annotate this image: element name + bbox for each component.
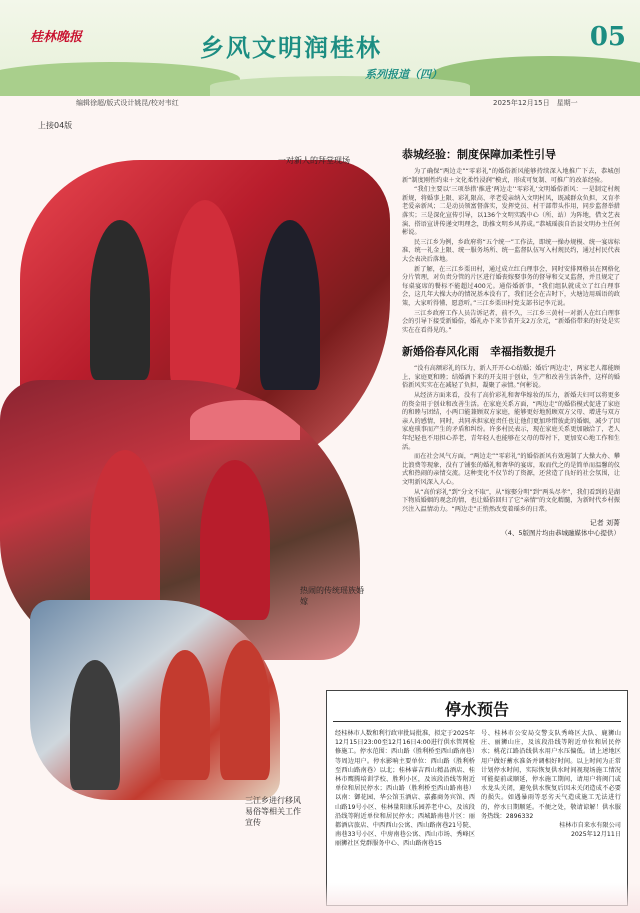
figure-shape xyxy=(200,460,270,620)
notice-left-column xyxy=(335,729,475,849)
editor-credits: 编辑徐超/版式设计姚昆/校对韦红 xyxy=(76,99,179,107)
section-heading-1: 恭城经验：制度保障加柔性引导 xyxy=(402,148,556,161)
article-paragraph: “没有高额彩礼的压力，新人开开心心结婚；婚后‘两边走’，两家老人都能顾上，家庭更和睦；结婚酒下来的开支用于创业，生产和改善生活条件，这样的婚俗新风实实在在减轻了负担，凝聚了亲情。”何彬说。 xyxy=(402,365,620,390)
newspaper-logo: 桂林晚报 xyxy=(30,30,83,45)
caption-yao-wedding: 热闹的传统瑶族婚嫁 xyxy=(300,586,364,606)
article-paragraph: 从“高价彩礼”到“分文不取”，从“嫁娶分明”到“两头尽孝”，我们看到的是湖下物质婚姻的观念的情，也让婚俗回归了它“亲情”的文化精髓，为新时代乡村振兴注入温情动力。“两边走”正悄然改变着瑶乡的日常。 xyxy=(402,488,620,513)
banner-hill xyxy=(0,62,240,96)
continued-tag: 上接04版 xyxy=(38,121,73,130)
article-paragraph: “我们主要以‘三项举措’推进‘两边走’‘零彩礼’文明婚俗新风：一是制定村规新规，将婚事上限、彩礼限高、孝老爱亲纳入文明村风，既减群众负担，又育孝老爱亲新风；二是动员领富督落实，发挥党员、村干部带头作用，同步监督举措落实；三是深化宣传引导，以136个文明实践中心（所、站）为阵地，借文艺表演、搭语宣讲传递文明理念，助推文明乡风养成。”恭城瑶族自治县文明办主任何彬说。 xyxy=(402,186,620,237)
meta-bar xyxy=(0,96,640,110)
figure-shape xyxy=(90,450,160,620)
article-paragraph: 为了确保“两边走”“零彩礼”的婚俗新风能够持续深入地推广下去，恭城创新“制度刚性约束＋文化柔性浸润”模式，形成可复制、可推广的改革经验。 xyxy=(402,168,620,184)
notice-divider xyxy=(333,721,621,722)
umbrella-shape xyxy=(190,400,300,440)
article-paragraph: 而在社会风气方面，“两边走”“零彩礼”的婚俗新风有效遏制了大操大办、攀比浪费等现象，没有了铺张的婚礼和奢华的宴席，取而代之的是简单而温馨的仪式和热闹的亲情交流。这种变化不仅节约了资源，还营造了良好的社会氛围，让文明新风深入人心。 xyxy=(402,453,620,486)
water-outage-notice xyxy=(326,690,628,906)
page-number: 05 xyxy=(589,22,626,52)
notice-text: 经桂林市人数和利行政审批局批准，拟定于2025年12月15日23:00至12月16日4:00进行供水管网检修施工。停水范围：西山路（胜利桥至西山路南巷）等周边用户。停水影响主要单位：西山路（胜利桥至西山路南巷）以北；桂林睿吉西山精品酒店、桂林市鹰腾培训学校、胜利小区，及该段沿线等附近单位和居民停水；西山路（胜利桥至西山路南巷）以南：御花园、华公馆玉酒店、嘉鑫商务宾馆、西山路19号小区、桂林量阳康乐园养老中心，及该段沿线等附近单位和居民停水；西城路南巷片区：丽都酒店旅店、中西西山公寓、西山路南巷21号院、南巷33号小区、中房南巷公寓、西山市场、秀峰区丽狮社区党群服务中心、西山路南巷15 xyxy=(335,730,475,848)
page-banner xyxy=(0,0,640,96)
reporter-byline: 记者 刘菁 xyxy=(589,519,620,528)
photo-credit: （4、5版图片均由恭城融媒体中心提供） xyxy=(501,529,620,538)
section-heading-2: 新婚俗春风化雨 幸福指数提升 xyxy=(402,345,556,359)
notice-title: 停水预告 xyxy=(444,700,509,719)
figure-shape xyxy=(70,660,120,790)
article-paragraph: 三江乡政府工作人员告诉记者，前不久，三江乡三黄村一对新人在红白理事会的引导下接受新婚俗，婚礼办下来节省开支2万余元，“新婚俗带来的好处是实实在在看得见的。” xyxy=(402,309,620,334)
notice-date: 2025年12月11日 xyxy=(570,831,621,839)
article-paragraph: 从经济方面来看，没有了高价彩礼和奢华嫁妆的压力，新婚夫妇可以将更多的资金用于创业和改善生活。在家庭关系方面，“两边走”的婚俗模式促进了家庭的和睦与团结，小两口能兼顾双方家庭，能够更好地照顾双方父母、增进与双方亲人的感情，同时，共同承担家庭责任也让他们更加珍惜彼此的婚姻，减少了因家庭琐事而产生的矛盾和纠纷。许多村民表示，现在家庭关系更加融洽了，老人年纪轻也不用担心养老，青年轻人也能够在父母的帮衬下，更加安心地工作和生活。 xyxy=(402,392,620,451)
notice-text: 号、桂林市公安局交警支队秀峰区大队、鹿狮山庄、丽狮山庄，及该段沿线等附近单位和居民停水；桃花江路沿线供水用户水压偏低。请上述地区用户做好蓄水准备并调相好时间。以上时间为正常计划停水时间，实际恢复供水时间视现场施工情况可能提前或顺延，停水施工期间，请用户将阀门或水龙头关闭，避免供水恢复后因未关闭造成不必要的损失。如遇暴雨等恶劣天气造成施工无法进行的，停水日期顺延。不便之处，敬请谅解！供水服务热线：2896332 xyxy=(481,730,621,820)
figure-shape xyxy=(90,220,150,380)
page-footer-accent xyxy=(0,883,640,913)
figure-shape xyxy=(260,220,320,390)
article-paragraph: 新了解，在三江乡栗田村，通过成立红白理事会，同时安排网格员在网格化分片管理，对负责分管的片区进行婚丧嫁娶事务的督导和交叉监督，并且规定了每桌宴席的餐标不能超过400元。通俗婚新事，“我们组队就成立了红白理事会，这几年大操大办的情况基本没有了，我们还会在吉时下，火塘边用瑶语的政策，大家听得懂、愿意听。”三江乡栗田村党支部书记李元说。 xyxy=(402,265,620,307)
caption-publicity: 三江乡进行移风易俗等相关工作宣传 xyxy=(245,796,301,827)
caption-ceremony: 一对新人的拜堂现场 xyxy=(278,156,350,165)
page-title: 乡风文明润桂林 xyxy=(200,33,382,62)
notice-right-column xyxy=(481,729,621,839)
series-subtitle: 系列报道（四） xyxy=(365,68,442,81)
notice-signature: 桂林市自来水有限公司 xyxy=(559,822,621,830)
figure-shape xyxy=(220,640,270,780)
figure-shape xyxy=(160,650,210,780)
article-paragraph: 民三江乡为例，乡政府将“五个统一”工作法，即统一操办规模、统一宴席标准、统一礼金上限、统一服务场所、统一监督队伍写入村规民约，通过村民代表大会表决后落地。 xyxy=(402,238,620,263)
figure-shape xyxy=(170,200,240,390)
issue-date: 2025年12月15日 星期一 xyxy=(493,99,578,107)
article-column xyxy=(402,146,620,537)
